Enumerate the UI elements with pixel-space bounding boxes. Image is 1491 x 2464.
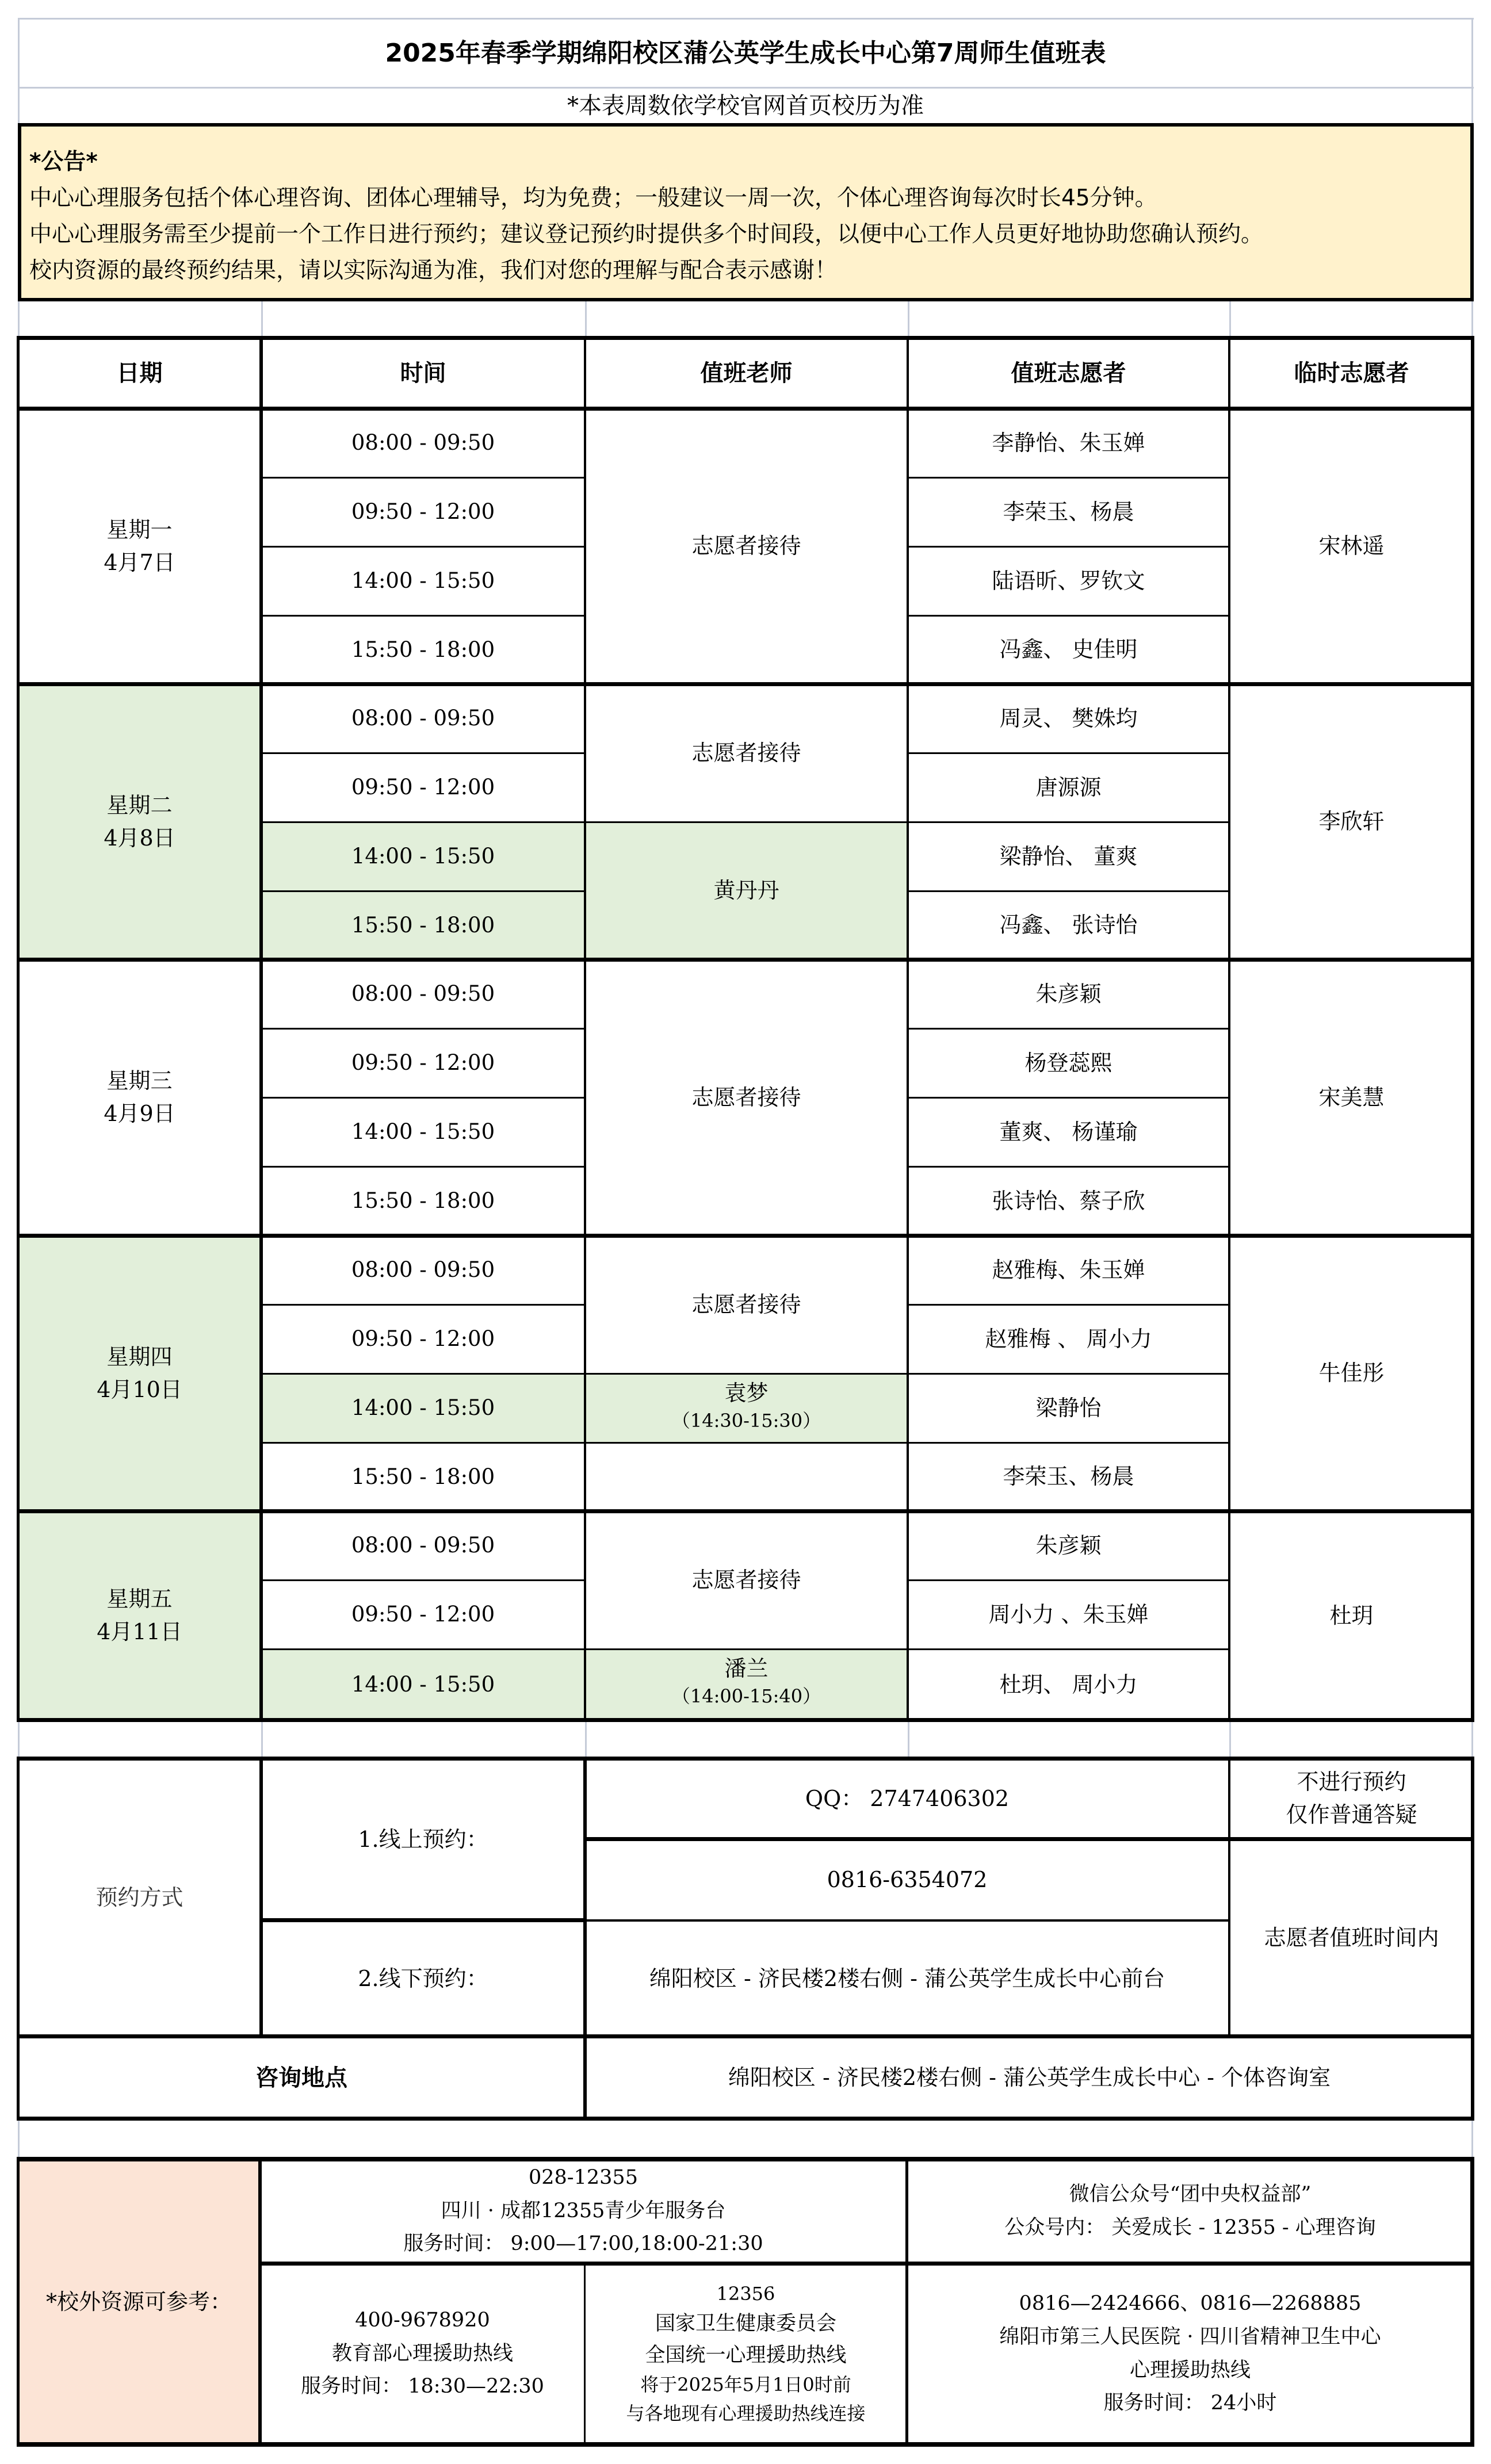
volunteer-names: 周灵、 樊姝均	[999, 705, 1138, 731]
consult-location	[585, 2037, 1474, 2119]
day-cell-tuesday	[18, 684, 261, 959]
table-border	[1471, 1757, 1474, 2121]
moe-hotline-name: 教育部心理援助热线	[331, 2341, 513, 2365]
table-border	[18, 336, 1474, 340]
teacher-name: 袁梦	[724, 1380, 769, 1406]
volunteer-cell	[908, 477, 1229, 546]
volunteer-names: 朱彦颖	[1035, 1532, 1102, 1558]
volunteer-cell	[908, 1511, 1229, 1580]
volunteer-cell	[908, 684, 1229, 753]
table-border	[258, 2159, 262, 2444]
table-border	[17, 2157, 20, 2447]
day-name: 星期四	[106, 1344, 173, 1369]
table-border	[261, 1373, 908, 1375]
time-slot	[261, 891, 585, 959]
time-slot	[261, 1511, 585, 1580]
table-border	[261, 1648, 908, 1650]
table-border	[908, 1648, 1229, 1650]
grid-line	[18, 2118, 20, 2159]
volunteer-names: 梁静怡、 董爽	[999, 843, 1138, 869]
teacher-name: 潘兰	[724, 1656, 769, 1681]
booking-label-text: 预约方式	[95, 1884, 183, 1910]
notice-line: 中心心理服务包括个体心理咨询、团体心理辅导，均为免费；一般建议一周一次，个体心理咨询每次时长45分钟。	[29, 185, 1157, 211]
volunteer-names: 李荣玉、杨晨	[1003, 1464, 1134, 1489]
time-slot	[261, 1028, 585, 1097]
offline-booking-label-text: 2.线下预约：	[358, 1965, 488, 1991]
table-border	[261, 1579, 585, 1581]
volunteer-cell	[908, 822, 1229, 891]
qq-number[interactable]: QQ： 2747406302	[805, 1785, 1010, 1811]
hospital-hotline-org: 绵阳市第三人民医院 · 四川省精神卫生中心	[999, 2325, 1381, 2348]
nhc-hotline	[585, 2263, 907, 2444]
nhc-hotline-name: 全国统一心理援助热线	[645, 2343, 847, 2367]
time-slot-label: 09:50 - 12:00	[351, 1050, 495, 1076]
page-subtitle	[20, 89, 1471, 123]
schedule-table	[18, 338, 1474, 1720]
volunteer-names: 陆语昕、罗钦文	[992, 568, 1145, 594]
volunteer-cell	[908, 1166, 1229, 1235]
table-border	[908, 890, 1229, 892]
phone-contact[interactable]	[585, 1839, 1229, 1920]
volunteer-cell	[908, 891, 1229, 959]
wechat-path: 公众号内： 关爱成长 - 12355 - 心理咨询	[1004, 2216, 1376, 2239]
volunteer-cell	[908, 546, 1229, 615]
temp-volunteer-cell	[1229, 1511, 1474, 1720]
grid-line	[1471, 2118, 1473, 2159]
header-time-label: 时间	[400, 359, 446, 387]
time-slot	[261, 822, 585, 891]
table-border	[261, 1028, 585, 1030]
external-label-text: *校外资源可参考：	[45, 2289, 232, 2314]
youth-hotline-phone[interactable]: 028-12355	[529, 2165, 638, 2189]
table-border	[585, 1919, 1229, 1922]
time-slot	[261, 546, 585, 615]
notice-line: 中心心理服务需至少提前一个工作日进行预约；建议登记预约时提供多个时间段，以便中心工作人员更好地协助您确认预约。	[29, 221, 1264, 247]
online-booking-label-text: 1.线上预约：	[358, 1826, 488, 1852]
header-date	[18, 338, 261, 408]
day-name: 星期三	[106, 1068, 173, 1093]
grid-line	[1471, 18, 1473, 124]
moe-hotline-hours: 服务时间： 18:30—22:30	[301, 2375, 544, 2398]
time-slot-label: 08:00 - 09:50	[351, 981, 495, 1007]
youth-hotline-name: 四川 · 成都12355青少年服务台	[441, 2199, 726, 2222]
time-slot-label: 15:50 - 18:00	[351, 1188, 495, 1214]
teacher-cell	[585, 1235, 908, 1373]
teacher-cell	[585, 684, 908, 822]
table-border	[908, 1304, 1229, 1306]
volunteer-names: 赵雅梅 、 周小力	[985, 1326, 1152, 1352]
grid-line	[18, 1720, 20, 1758]
volunteer-names: 杨登蕊熙	[1024, 1050, 1112, 1076]
grid-line	[261, 1720, 263, 1758]
moe-hotline-phone[interactable]: 400-9678920	[355, 2308, 490, 2332]
time-slot	[261, 1235, 585, 1304]
volunteer-cell	[908, 1028, 1229, 1097]
table-border	[585, 1837, 1474, 1841]
table-border	[1228, 1758, 1230, 2037]
volunteer-cell	[908, 1235, 1229, 1304]
table-border	[18, 682, 1474, 686]
notice-heading: *公告*	[29, 149, 98, 175]
table-border	[18, 2034, 1474, 2038]
teacher-cell	[585, 822, 908, 959]
youth-hotline-hours: 服务时间： 9:00—17:00,18:00-21:30	[403, 2232, 763, 2256]
teacher-name: 志愿者接待	[691, 740, 801, 766]
teacher-name: 志愿者接待	[691, 1084, 801, 1110]
table-border	[18, 2157, 1474, 2161]
table-border	[17, 336, 20, 1722]
table-border	[260, 2262, 1474, 2266]
header-volunteer	[908, 338, 1229, 408]
time-slot	[261, 408, 585, 477]
temp-volunteer-cell	[1229, 959, 1474, 1235]
table-border	[908, 615, 1229, 617]
phone-number[interactable]: 0816-6354072	[827, 1866, 988, 1892]
volunteer-names: 赵雅梅、朱玉婵	[992, 1257, 1145, 1283]
table-border	[908, 1028, 1229, 1030]
consult-location-label	[18, 2037, 585, 2119]
time-slot-label: 15:50 - 18:00	[351, 912, 495, 938]
table-border	[18, 2442, 1474, 2447]
qq-note-line: 仅作普通答疑	[1286, 1802, 1417, 1827]
moe-hotline	[260, 2263, 585, 2444]
teacher-name: 志愿者接待	[691, 533, 801, 558]
table-border	[261, 615, 585, 617]
teacher-time-note: （14:30-15:30）	[671, 1410, 821, 1432]
volunteer-names: 冯鑫、 张诗怡	[999, 912, 1138, 938]
page-title-text: 2025年春季学期绵阳校区蒲公英学生成长中心第7周师生值班表	[385, 38, 1106, 68]
booking-label	[18, 1758, 261, 2037]
table-border	[908, 821, 1229, 823]
time-slot-label: 14:00 - 15:50	[351, 1119, 495, 1145]
nhc-hotline-phone[interactable]: 12356	[716, 2282, 775, 2305]
volunteer-cell	[908, 408, 1229, 477]
notice-box	[18, 123, 1474, 301]
volunteer-names: 冯鑫、 史佳明	[999, 637, 1138, 662]
teacher-name: 黄丹丹	[713, 878, 779, 903]
offline-location	[585, 1920, 1229, 2037]
time-slot	[261, 1443, 585, 1511]
hospital-hotline-name: 心理援助热线	[1129, 2358, 1251, 2382]
day-name: 星期五	[106, 1586, 173, 1612]
day-cell-thursday	[18, 1235, 261, 1511]
qq-note	[1229, 1758, 1474, 1839]
grid-line	[1229, 301, 1231, 339]
table-border	[17, 1757, 20, 2121]
volunteer-cell	[908, 753, 1229, 822]
time-slot-label: 14:00 - 15:50	[351, 844, 495, 869]
grid-line	[585, 301, 587, 339]
day-name: 星期一	[106, 516, 173, 542]
grid-line	[585, 1720, 587, 1758]
grid-line	[908, 1720, 909, 1758]
time-slot-label: 08:00 - 09:50	[351, 1533, 495, 1558]
volunteer-cell	[908, 1443, 1229, 1511]
volunteer-names: 李荣玉、杨晨	[1003, 499, 1134, 525]
table-border	[18, 1757, 1474, 1761]
teacher-cell	[585, 1373, 908, 1443]
volunteer-cell	[908, 959, 1229, 1028]
hospital-hotline-phone[interactable]: 0816—2424666、0816—2268885	[1019, 2292, 1362, 2315]
teacher-cell	[585, 959, 908, 1235]
volunteer-names: 李静怡、朱玉婵	[992, 430, 1145, 456]
teacher-cell	[585, 408, 908, 684]
time-slot	[261, 1373, 585, 1443]
volunteer-names: 周小力 、朱玉婵	[988, 1601, 1149, 1627]
time-slot-label: 14:00 - 15:50	[351, 568, 495, 594]
volunteer-names: 梁静怡	[1035, 1395, 1102, 1421]
grid-line	[261, 301, 263, 339]
temp-volunteer-cell	[1229, 408, 1474, 684]
volunteer-cell	[908, 615, 1229, 684]
grid-line	[1471, 301, 1473, 339]
temp-volunteer-name: 宋林遥	[1318, 533, 1385, 558]
time-slot	[261, 959, 585, 1028]
temp-volunteer-name: 牛佳彤	[1318, 1360, 1385, 1386]
table-border	[908, 477, 1229, 479]
qq-note-line: 不进行预约	[1297, 1769, 1406, 1795]
hospital-hotline	[907, 2263, 1474, 2444]
volunteer-cell	[908, 1097, 1229, 1166]
offline-booking-label	[261, 1920, 585, 2037]
temp-volunteer-cell	[1229, 1235, 1474, 1511]
table-border	[261, 1097, 585, 1099]
header-temp-volunteer	[1229, 338, 1474, 408]
teacher-cell	[585, 1511, 908, 1649]
grid-line	[1471, 1720, 1473, 1758]
header-temp-volunteer-label: 临时志愿者	[1294, 359, 1409, 387]
time-slot	[261, 477, 585, 546]
header-teacher-label: 值班老师	[700, 359, 793, 387]
duty-note-text: 志愿者值班时间内	[1264, 1924, 1439, 1950]
table-border	[18, 407, 1474, 411]
day-date: 4月11日	[97, 1619, 182, 1644]
table-border	[261, 890, 585, 892]
volunteer-names: 张诗怡、蔡子欣	[992, 1188, 1145, 1214]
consult-location-label-text: 咨询地点	[255, 2064, 347, 2091]
table-border	[908, 546, 1229, 548]
table-border	[261, 1166, 585, 1168]
table-border	[261, 1442, 908, 1444]
notice-line: 校内资源的最终预约结果，请以实际沟通为准，我们对您的理解与配合表示感谢！	[29, 258, 838, 284]
header-teacher	[585, 338, 908, 408]
table-border	[583, 1758, 587, 2119]
day-date: 4月7日	[104, 549, 175, 575]
youth-hotline	[260, 2159, 907, 2263]
table-border	[905, 2159, 908, 2444]
time-slot-label: 14:00 - 15:50	[351, 1395, 495, 1421]
temp-volunteer-name: 宋美慧	[1318, 1084, 1385, 1110]
teacher-name: 志愿者接待	[691, 1291, 801, 1317]
table-border	[908, 1373, 1229, 1375]
consult-location-text: 绵阳校区 - 济民楼2楼右侧 - 蒲公英学生成长中心 - 个体咨询室	[728, 2065, 1331, 2090]
table-border	[261, 477, 585, 479]
table-border	[908, 1579, 1229, 1581]
day-date: 4月9日	[104, 1101, 175, 1126]
time-slot	[261, 1304, 585, 1373]
external-label	[18, 2159, 260, 2444]
table-border	[261, 752, 585, 754]
table-border	[908, 752, 1229, 754]
header-time	[261, 338, 585, 408]
day-cell-wednesday	[18, 959, 261, 1235]
teacher-time-note: （14:00-15:40）	[671, 1685, 821, 1707]
temp-volunteer-name: 李欣轩	[1318, 809, 1385, 834]
table-border	[1470, 2157, 1474, 2447]
table-border	[908, 1442, 1229, 1444]
temp-volunteer-name: 杜玥	[1329, 1602, 1374, 1628]
time-slot	[261, 1097, 585, 1166]
time-slot-label: 14:00 - 15:50	[351, 1672, 495, 1697]
day-date: 4月8日	[104, 825, 175, 851]
volunteer-cell	[908, 1580, 1229, 1649]
teacher-name: 志愿者接待	[691, 1567, 801, 1593]
time-slot-label: 09:50 - 12:00	[351, 775, 495, 800]
qq-contact[interactable]	[585, 1758, 1229, 1839]
time-slot-label: 09:50 - 12:00	[351, 499, 495, 525]
table-border	[18, 1718, 1474, 1722]
grid-line	[908, 301, 909, 339]
table-border	[261, 1918, 585, 1922]
wechat-account: 微信公众号“团中央权益部”	[1069, 2182, 1312, 2206]
table-border	[18, 1234, 1474, 1238]
offline-location-text: 绵阳校区 - 济民楼2楼右侧 - 蒲公英学生成长中心前台	[649, 1965, 1165, 1991]
time-slot-label: 08:00 - 09:50	[351, 1257, 495, 1283]
volunteer-cell	[908, 1649, 1229, 1720]
temp-volunteer-cell	[1229, 684, 1474, 959]
time-slot-label: 08:00 - 09:50	[351, 706, 495, 731]
table-border	[259, 1758, 263, 2037]
time-slot-label: 09:50 - 12:00	[351, 1602, 495, 1627]
table-border	[261, 546, 585, 548]
table-border	[1471, 336, 1474, 1722]
wechat-resource	[907, 2159, 1474, 2263]
volunteer-names: 朱彦颖	[1035, 981, 1102, 1007]
header-date-label: 日期	[116, 359, 163, 387]
day-cell-friday	[18, 1511, 261, 1720]
hospital-hotline-hours: 服务时间： 24小时	[1103, 2392, 1277, 2415]
table-border	[18, 958, 1474, 962]
online-booking-label	[261, 1758, 585, 1920]
page-subtitle-text: *本表周数依学校官网首页校历为准	[567, 93, 924, 119]
time-slot	[261, 1649, 585, 1720]
time-slot	[261, 1166, 585, 1235]
table-border	[908, 1097, 1229, 1099]
time-slot	[261, 753, 585, 822]
table-border	[18, 2117, 1474, 2121]
table-border	[584, 2263, 586, 2444]
external-resources	[18, 2159, 1474, 2444]
volunteer-names: 董爽、 杨谨瑜	[999, 1119, 1138, 1145]
table-border	[261, 1304, 585, 1306]
page-title	[20, 20, 1471, 87]
time-slot-label: 15:50 - 18:00	[351, 637, 495, 662]
day-date: 4月10日	[97, 1376, 182, 1402]
time-slot-label: 08:00 - 09:50	[351, 430, 495, 456]
table-border	[261, 821, 908, 823]
nhc-hotline-note: 与各地现有心理援助热线连接	[626, 2402, 866, 2424]
day-cell-monday	[18, 408, 261, 684]
grid-line	[18, 301, 20, 339]
time-slot-label: 09:50 - 12:00	[351, 1326, 495, 1352]
table-border	[908, 1166, 1229, 1168]
time-slot	[261, 684, 585, 753]
header-volunteer-label: 值班志愿者	[1011, 359, 1126, 387]
nhc-hotline-org: 国家卫生健康委员会	[655, 2312, 836, 2336]
day-name: 星期二	[106, 792, 173, 818]
volunteer-names: 杜玥、 周小力	[999, 1671, 1138, 1697]
table-border	[18, 1509, 1474, 1513]
time-slot-label: 15:50 - 18:00	[351, 1464, 495, 1489]
grid-line	[1229, 1720, 1231, 1758]
teacher-cell-empty	[585, 1443, 908, 1511]
duty-note	[1229, 1839, 1474, 2037]
booking-section	[18, 1758, 1474, 2119]
time-slot	[261, 1580, 585, 1649]
volunteer-cell	[908, 1373, 1229, 1443]
time-slot	[261, 615, 585, 684]
volunteer-names: 唐源源	[1035, 774, 1102, 800]
volunteer-cell	[908, 1304, 1229, 1373]
teacher-cell	[585, 1649, 908, 1720]
nhc-hotline-note: 将于2025年5月1日0时前	[640, 2373, 851, 2396]
